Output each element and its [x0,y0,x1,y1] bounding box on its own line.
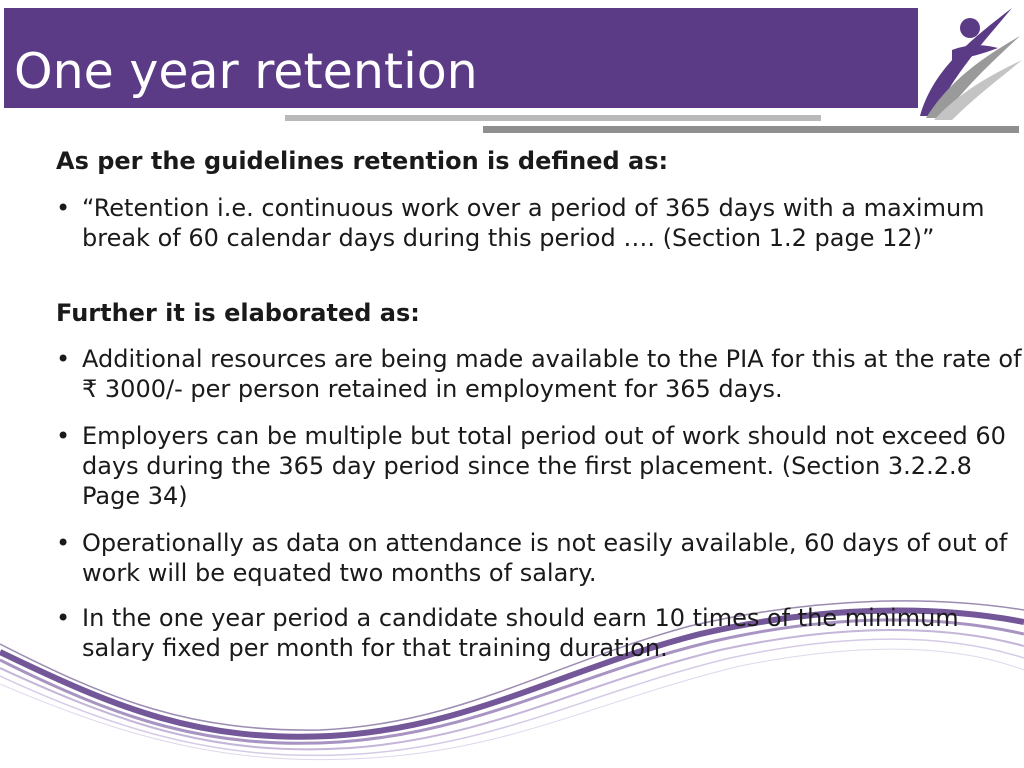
slide-title: One year retention [14,43,478,100]
person-swoosh-logo-icon [912,4,1024,122]
bullet-dot: • [56,194,71,222]
bullet-dot: • [56,422,71,450]
bullet-text: “Retention i.e. continuous work over a period of 365 days with a maximum break of 60 calendar days during this period …. (Section 1.2 page 12)” [82,194,985,252]
bullet-text: In the one year period a candidate should earn 10 times of the minimum salary fixed per month for that training duration. [82,604,959,662]
bullet-dot: • [56,604,71,632]
bullet-dot: • [56,345,71,373]
bullet-text: Additional resources are being made available to the PIA for this at the rate of ₹ 3000/- per person retained in employment for 365 days. [82,345,1022,403]
purple-wave-lines-icon [0,560,1024,768]
section-heading-elaboration: Further it is elaborated as: [56,299,420,327]
bullet-dot: • [56,529,71,557]
section-heading-definition: As per the guidelines retention is defined as: [56,147,669,175]
accent-rule-dark [483,126,1019,133]
bullet-text: Operationally as data on attendance is not easily available, 60 days of out of work will be equated two months of salary. [82,529,1008,587]
accent-rule-light [285,115,821,121]
bullet-text: Employers can be multiple but total period out of work should not exceed 60 days during the 365 day period since the first placement. (Section 3.2.2.8 Page 34) [82,422,1006,510]
title-bar [4,8,918,108]
